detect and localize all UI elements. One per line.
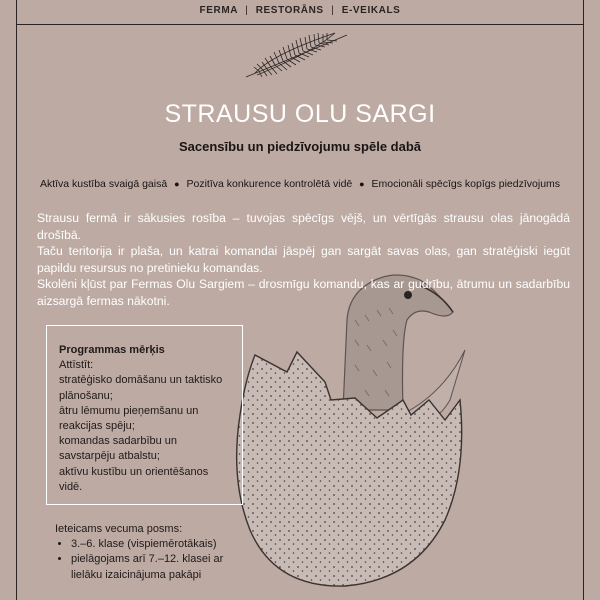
nav-separator: | [245,5,249,16]
goals-heading: Programmas mērķis [59,344,165,356]
nav-link-restorans[interactable]: RESTORĀNS [255,5,324,16]
goal-item: stratēģisko domāšanu un taktisko plānošanu; [59,374,223,402]
feature-item: Emocionāli spēcīgs kopīgs piedzīvojums [371,178,561,190]
intro-text [37,210,570,310]
feature-item: Pozitīva konkurence kontrolētā vidē [186,178,353,190]
intro-paragraph: Skolēni kļūst par Fermas Olu Sargiem – drosmīgu komandu, kas ar gudrību, ātrumu un sadarbību aizsargā fermas nākotni. [37,277,570,308]
bullet-dot-icon: ● [359,179,365,189]
goals-lead: Attīstīt: [59,359,94,372]
top-navigation [0,5,600,16]
frame-left-line [16,0,17,600]
age-heading: Ieteicams vecuma posms: [55,523,183,535]
bullet-dot-icon: ● [174,179,180,189]
nav-separator: | [331,5,335,16]
goal-item: komandas sadarbību un savstarpēju atbalstu; [59,435,178,463]
intro-paragraph: Taču teritorija ir plaša, un katrai komandai jāspēj gan sargāt savas olas, gan stratēģiski iegūt papildu resursus no pretinieku komandas. [37,244,570,275]
age-item: • pielāgojams arī 7.–12. klasei ar lielāku izaicinājuma pakāpi [71,552,255,582]
feature-item: Aktīva kustība svaigā gaisā [39,178,168,190]
nav-link-e-veikals[interactable]: E-VEIKALS [341,5,401,16]
feather-icon [243,30,353,80]
goal-item: ātru lēmumu pieņemšanu un reakcijas spēju; [59,404,199,433]
nav-link-ferma[interactable]: FERMA [199,5,238,16]
page-title: STRAUSU OLU SARGI [164,100,436,128]
age-list [55,537,255,583]
age-item: • 3.–6. klase (vispiemērotākais) [71,537,255,552]
program-goals [59,343,229,495]
recommended-age [55,522,255,583]
goal-item: aktīvu kustību un orientēšanos vidē. [59,465,209,493]
intro-paragraph: Strausu fermā ir sākusies rosība – tuvojas spēcīgs vējš, un vērtīgās strausu olas jānogādā drošībā. [37,211,570,242]
feature-list [0,178,600,190]
frame-right-line [583,0,584,600]
frame-top-line [16,24,584,25]
page-subtitle: Sacensību un piedzīvojumu spēle dabā [179,139,421,154]
